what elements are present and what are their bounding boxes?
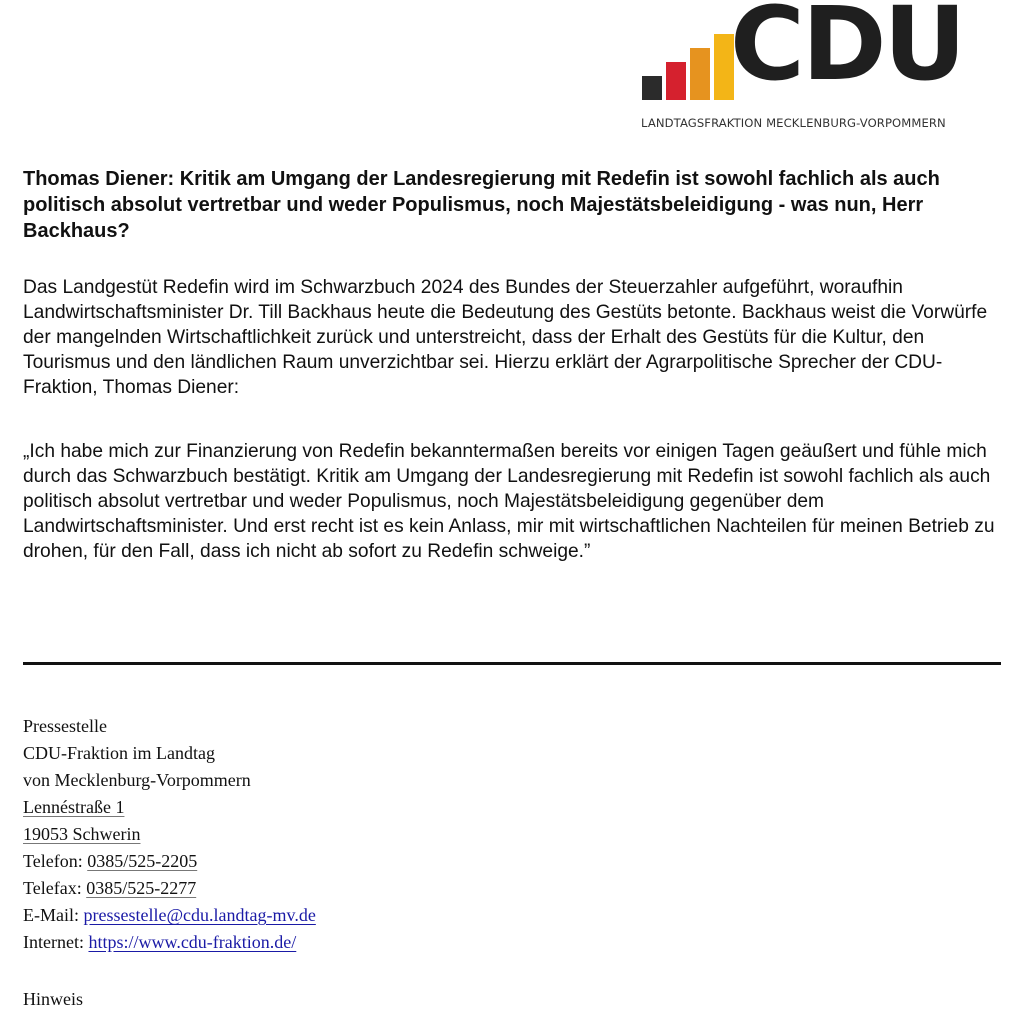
article-paragraph-2: „Ich habe mich zur Finanzierung von Redefin bekanntermaßen bereits vor einigen Tagen geäußert und fühle mich durch das Schwarzbuch bestätigt. Kritik am Umgang der Landesregierung mit Redefin ist sowohl fachlich als auch politisch absolut vertretbar und weder Populismus, noch Majestätsbeleidigung gegenüber dem Landwirtschaftsminister. Und erst recht ist es kein Anlass, mir mit wirtschaftlichen Nachteilen für meinen Betrieb zu drohen, für den Fall, dass ich nicht ab sofort zu Redefin schweige.”: [23, 441, 995, 562]
cdu-logo: [640, 0, 1006, 136]
contact-web-row: [23, 929, 316, 956]
contact-email-link[interactable]: pressestelle@cdu.landtag-mv.de: [83, 905, 316, 925]
contact-fax-label: Telefax:: [23, 878, 87, 898]
contact-department: Pressestelle: [23, 716, 107, 736]
logo-bar-2: [666, 62, 686, 100]
logo-bar-1: [642, 76, 662, 100]
contact-org-line-1: CDU-Fraktion im Landtag: [23, 743, 215, 763]
contact-block: [23, 713, 316, 956]
logo-bar-3: [690, 48, 710, 100]
logo-bars-icon: [640, 18, 738, 100]
contact-web-link[interactable]: https://www.cdu-fraktion.de/: [88, 932, 297, 952]
contact-city[interactable]: [23, 821, 316, 848]
article-paragraph-1: Das Landgestüt Redefin wird im Schwarzbuch 2024 des Bundes der Steuerzahler aufgeführt, woraufhin Landwirtschaftsminister Dr. Till Backhaus heute die Bedeutung des Gestüts betonte. Backhaus weist die Vorwürfe der mangelnden Wirtschaftlichkeit zurück und unterstreicht, dass der Erhalt des Gestüts für die Kultur, den Tourismus und den ländlichen Raum unverzichtbar sei. Hierzu erklärt der Agrarpolitische Sprecher der CDU-Fraktion, Thomas Diener:: [23, 277, 988, 398]
logo-subtitle: LANDTAGSFRAKTION MECKLENBURG-VORPOMMERN: [641, 116, 946, 130]
contact-web-label: Internet:: [23, 932, 89, 952]
section-divider: [23, 662, 1001, 665]
contact-street[interactable]: [23, 794, 316, 821]
contact-email-label: E-Mail:: [23, 905, 84, 925]
contact-org-line-2: von Mecklenburg-Vorpommern: [23, 770, 251, 790]
contact-fax-link[interactable]: 0385/525-2277: [86, 878, 197, 898]
contact-city-link[interactable]: 19053 Schwerin: [23, 824, 141, 844]
contact-email-row: [23, 902, 316, 929]
contact-fax-row: [23, 875, 316, 902]
contact-phone-link[interactable]: 0385/525-2205: [87, 851, 198, 871]
contact-phone-row: [23, 848, 316, 875]
footer-cutoff-text: Hinweis: [23, 989, 83, 1009]
contact-phone-label: Telefon:: [23, 851, 88, 871]
logo-wordmark: CDU: [730, 0, 964, 104]
article-headline: Thomas Diener: Kritik am Umgang der Landesregierung mit Redefin ist sowohl fachlich als auch politisch absolut vertretbar und weder Populismus, noch Majestätsbeleidigung - was nun, Herr Backhaus?: [23, 168, 940, 242]
contact-street-link[interactable]: Lennéstraße 1: [23, 797, 125, 817]
